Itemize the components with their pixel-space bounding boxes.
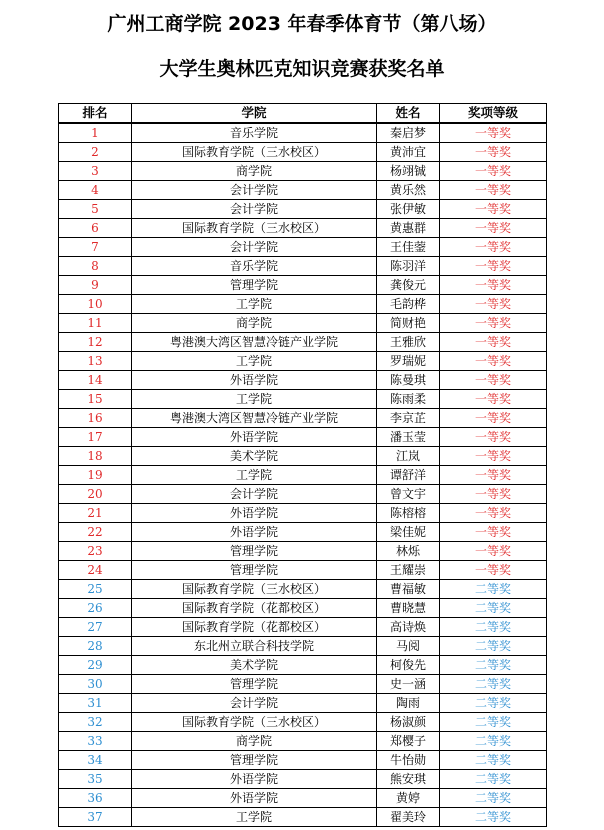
award-cell: 一等奖 [440,409,547,428]
table-body [59,123,547,827]
award-cell: 一等奖 [440,295,547,314]
college-cell: 工学院 [132,390,377,409]
college-cell: 会计学院 [132,200,377,219]
table-row [59,352,547,371]
award-cell: 二等奖 [440,789,547,808]
college-cell: 音乐学院 [132,257,377,276]
rank-cell: 36 [59,789,132,808]
name-cell: 曾文宇 [377,485,440,504]
rank-cell: 13 [59,352,132,371]
rank-cell: 17 [59,428,132,447]
name-cell: 毛韵桦 [377,295,440,314]
award-table [58,103,547,827]
rank-cell: 33 [59,732,132,751]
rank-cell: 2 [59,143,132,162]
award-cell: 一等奖 [440,219,547,238]
award-cell: 一等奖 [440,333,547,352]
table-row [59,447,547,466]
rank-cell: 21 [59,504,132,523]
name-cell: 王耀崇 [377,561,440,580]
table-row [59,751,547,770]
rank-cell: 22 [59,523,132,542]
rank-cell: 3 [59,162,132,181]
name-cell: 黄惠群 [377,219,440,238]
table-row [59,200,547,219]
rank-cell: 35 [59,770,132,789]
award-cell: 二等奖 [440,770,547,789]
table-row [59,713,547,732]
rank-cell: 4 [59,181,132,200]
award-cell: 二等奖 [440,808,547,827]
college-cell: 国际教育学院（花都校区） [132,599,377,618]
college-cell: 管理学院 [132,675,377,694]
college-cell: 外语学院 [132,770,377,789]
name-cell: 陈榕榕 [377,504,440,523]
name-cell: 高诗焕 [377,618,440,637]
rank-cell: 23 [59,542,132,561]
table-row [59,789,547,808]
college-cell: 工学院 [132,295,377,314]
rank-cell: 8 [59,257,132,276]
table-row [59,770,547,789]
name-cell: 黄乐然 [377,181,440,200]
name-cell: 杨翊铖 [377,162,440,181]
table-row [59,561,547,580]
college-cell: 国际教育学院（三水校区） [132,580,377,599]
name-cell: 林烁 [377,542,440,561]
college-cell: 工学院 [132,352,377,371]
college-cell: 粤港澳大湾区智慧冷链产业学院 [132,333,377,352]
table-row [59,314,547,333]
table-row [59,637,547,656]
college-cell: 外语学院 [132,504,377,523]
college-cell: 商学院 [132,732,377,751]
rank-cell: 5 [59,200,132,219]
award-cell: 一等奖 [440,485,547,504]
award-cell: 一等奖 [440,447,547,466]
rank-cell: 32 [59,713,132,732]
table-row [59,599,547,618]
page-title: 广州工商学院 2023 年春季体育节（第八场） [107,13,497,35]
name-cell: 黄婷 [377,789,440,808]
rank-cell: 18 [59,447,132,466]
rank-cell: 20 [59,485,132,504]
award-cell: 一等奖 [440,200,547,219]
college-cell: 外语学院 [132,428,377,447]
table-row [59,238,547,257]
table-row [59,143,547,162]
college-cell: 会计学院 [132,694,377,713]
rank-cell: 6 [59,219,132,238]
name-cell: 牛怡勋 [377,751,440,770]
award-cell: 一等奖 [440,276,547,295]
college-cell: 管理学院 [132,751,377,770]
name-cell: 简财艳 [377,314,440,333]
table-row [59,656,547,675]
rank-cell: 24 [59,561,132,580]
award-cell: 二等奖 [440,751,547,770]
college-cell: 粤港澳大湾区智慧冷链产业学院 [132,409,377,428]
table-row [59,276,547,295]
name-cell: 黄沛宜 [377,143,440,162]
rank-cell: 25 [59,580,132,599]
table-row [59,485,547,504]
award-cell: 一等奖 [440,390,547,409]
college-cell: 工学院 [132,466,377,485]
rank-cell: 9 [59,276,132,295]
table-row [59,504,547,523]
name-cell: 李京芷 [377,409,440,428]
award-cell: 二等奖 [440,637,547,656]
page-subtitle: 大学生奥林匹克知识竞赛获奖名单 [159,58,445,80]
award-cell: 一等奖 [440,371,547,390]
college-cell: 东北州立联合科技学院 [132,637,377,656]
college-cell: 美术学院 [132,447,377,466]
table-row [59,295,547,314]
college-cell: 会计学院 [132,485,377,504]
name-cell: 柯俊先 [377,656,440,675]
rank-cell: 10 [59,295,132,314]
rank-cell: 7 [59,238,132,257]
header-name: 姓名 [377,104,440,124]
table-row [59,428,547,447]
name-cell: 杨淑颜 [377,713,440,732]
award-cell: 一等奖 [440,162,547,181]
name-cell: 王雅欣 [377,333,440,352]
name-cell: 罗瑞妮 [377,352,440,371]
table-row [59,371,547,390]
award-cell: 一等奖 [440,238,547,257]
table-header-row [59,104,547,124]
award-cell: 一等奖 [440,428,547,447]
rank-cell: 34 [59,751,132,770]
college-cell: 国际教育学院（三水校区） [132,713,377,732]
name-cell: 陈雨柔 [377,390,440,409]
rank-cell: 12 [59,333,132,352]
award-cell: 二等奖 [440,618,547,637]
college-cell: 美术学院 [132,656,377,675]
rank-cell: 1 [59,123,132,143]
rank-cell: 15 [59,390,132,409]
rank-cell: 26 [59,599,132,618]
table-row [59,333,547,352]
college-cell: 工学院 [132,808,377,827]
name-cell: 马阅 [377,637,440,656]
college-cell: 会计学院 [132,238,377,257]
table-row [59,675,547,694]
award-cell: 二等奖 [440,656,547,675]
name-cell: 谭舒洋 [377,466,440,485]
name-cell: 潘玉莹 [377,428,440,447]
table-row [59,808,547,827]
table-row [59,732,547,751]
rank-cell: 30 [59,675,132,694]
award-cell: 二等奖 [440,694,547,713]
rank-cell: 14 [59,371,132,390]
award-cell: 一等奖 [440,314,547,333]
award-cell: 一等奖 [440,143,547,162]
rank-cell: 19 [59,466,132,485]
header-award: 奖项等级 [440,104,547,124]
award-cell: 一等奖 [440,181,547,200]
rank-cell: 37 [59,808,132,827]
college-cell: 国际教育学院（花都校区） [132,618,377,637]
college-cell: 商学院 [132,162,377,181]
table-row [59,219,547,238]
table-row [59,618,547,637]
rank-cell: 28 [59,637,132,656]
table-row [59,409,547,428]
award-cell: 一等奖 [440,123,547,143]
name-cell: 张伊敏 [377,200,440,219]
name-cell: 翟美玲 [377,808,440,827]
name-cell: 熊安琪 [377,770,440,789]
name-cell: 陈羽洋 [377,257,440,276]
name-cell: 江岚 [377,447,440,466]
college-cell: 国际教育学院（三水校区） [132,143,377,162]
name-cell: 陶雨 [377,694,440,713]
award-cell: 二等奖 [440,599,547,618]
award-cell: 二等奖 [440,675,547,694]
header-college: 学院 [132,104,377,124]
college-cell: 外语学院 [132,523,377,542]
award-cell: 一等奖 [440,466,547,485]
college-cell: 会计学院 [132,181,377,200]
table-row [59,580,547,599]
award-cell: 一等奖 [440,561,547,580]
college-cell: 外语学院 [132,789,377,808]
award-cell: 一等奖 [440,257,547,276]
name-cell: 郑樱子 [377,732,440,751]
college-cell: 管理学院 [132,561,377,580]
rank-cell: 29 [59,656,132,675]
header-rank: 排名 [59,104,132,124]
name-cell: 梁佳妮 [377,523,440,542]
table-row [59,162,547,181]
table-row [59,181,547,200]
table-row [59,694,547,713]
table-row [59,523,547,542]
name-cell: 曹晓慧 [377,599,440,618]
name-cell: 秦启梦 [377,123,440,143]
college-cell: 外语学院 [132,371,377,390]
name-cell: 陈曼琪 [377,371,440,390]
rank-cell: 11 [59,314,132,333]
table-row [59,257,547,276]
rank-cell: 16 [59,409,132,428]
award-cell: 一等奖 [440,352,547,371]
award-cell: 二等奖 [440,713,547,732]
award-cell: 二等奖 [440,580,547,599]
award-cell: 一等奖 [440,542,547,561]
name-cell: 王佳蓥 [377,238,440,257]
table-row [59,123,547,143]
name-cell: 史一涵 [377,675,440,694]
table-row [59,542,547,561]
award-cell: 一等奖 [440,523,547,542]
rank-cell: 31 [59,694,132,713]
college-cell: 国际教育学院（三水校区） [132,219,377,238]
table-row [59,466,547,485]
college-cell: 音乐学院 [132,123,377,143]
rank-cell: 27 [59,618,132,637]
college-cell: 管理学院 [132,276,377,295]
table-row [59,390,547,409]
college-cell: 商学院 [132,314,377,333]
college-cell: 管理学院 [132,542,377,561]
name-cell: 龚俊元 [377,276,440,295]
name-cell: 曹福敏 [377,580,440,599]
award-cell: 一等奖 [440,504,547,523]
award-cell: 二等奖 [440,732,547,751]
